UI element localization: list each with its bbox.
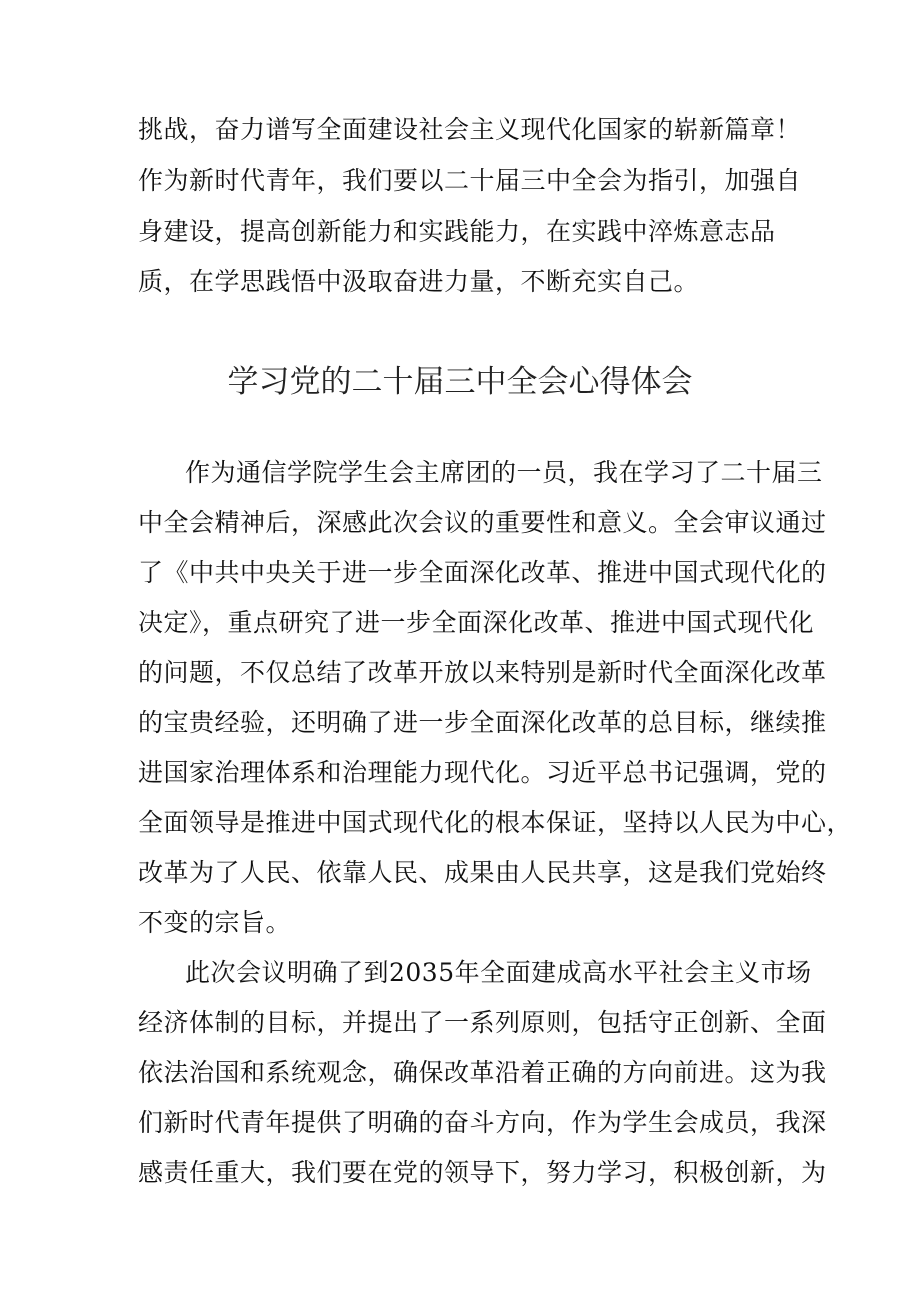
paragraph-2-line-4: 们新时代青年提供了明确的奋斗方向，作为学生会成员，我深 bbox=[138, 1108, 827, 1137]
intro-line-2: 作为新时代青年，我们要以二十届三中全会为指引，加强自 bbox=[138, 166, 802, 195]
paragraph-1-line-7: 进国家治理体系和治理能力现代化。习近平总书记强调，党的 bbox=[138, 758, 827, 787]
paragraph-1-line-5: 的问题，不仅总结了改革开放以来特别是新时代全面深化改革 bbox=[138, 658, 827, 687]
paragraph-2-line-1: 此次会议明确了到2035年全面建成高水平社会主义市场 bbox=[185, 958, 812, 987]
paragraph-1-line-9: 改革为了人民、依靠人民、成果由人民共享，这是我们党始终 bbox=[138, 858, 827, 887]
paragraph-1-line-2: 中全会精神后，深感此次会议的重要性和意义。全会审议通过 bbox=[138, 508, 827, 537]
intro-line-1: 挑战，奋力谱写全面建设社会主义现代化国家的崭新篇章！ bbox=[138, 115, 802, 144]
intro-line-3: 身建设，提高创新能力和实践能力，在实践中淬炼意志品 bbox=[138, 217, 776, 246]
paragraph-1-line-4: 决定》，重点研究了进一步全面深化改革、推进中国式现代化 bbox=[138, 608, 815, 637]
paragraph-1-line-3: 了《中共中央关于进一步全面深化改革、推进中国式现代化的 bbox=[138, 558, 827, 587]
paragraph-2-line-3: 依法治国和系统观念，确保改革沿着正确的方向前进。这为我 bbox=[138, 1058, 827, 1087]
paragraph-1-line-6: 的宝贵经验，还明确了进一步全面深化改革的总目标，继续推 bbox=[138, 708, 827, 737]
paragraph-1-line-1: 作为通信学院学生会主席团的一员，我在学习了二十届三 bbox=[185, 458, 823, 487]
paragraph-2-line-2: 经济体制的目标，并提出了一系列原则，包括守正创新、全面 bbox=[138, 1008, 827, 1037]
paragraph-1-line-10: 不变的宗旨。 bbox=[138, 908, 292, 937]
paragraph-1-line-8: 全面领导是推进中国式现代化的根本保证，坚持以人民为中心， bbox=[138, 808, 853, 837]
intro-line-4: 质，在学思践悟中汲取奋进力量，不断充实自己。 bbox=[138, 267, 700, 296]
paragraph-2-line-5: 感责任重大，我们要在党的领导下，努力学习，积极创新，为 bbox=[138, 1158, 827, 1187]
article-title: 学习党的二十届三中全会心得体会 bbox=[227, 364, 693, 400]
